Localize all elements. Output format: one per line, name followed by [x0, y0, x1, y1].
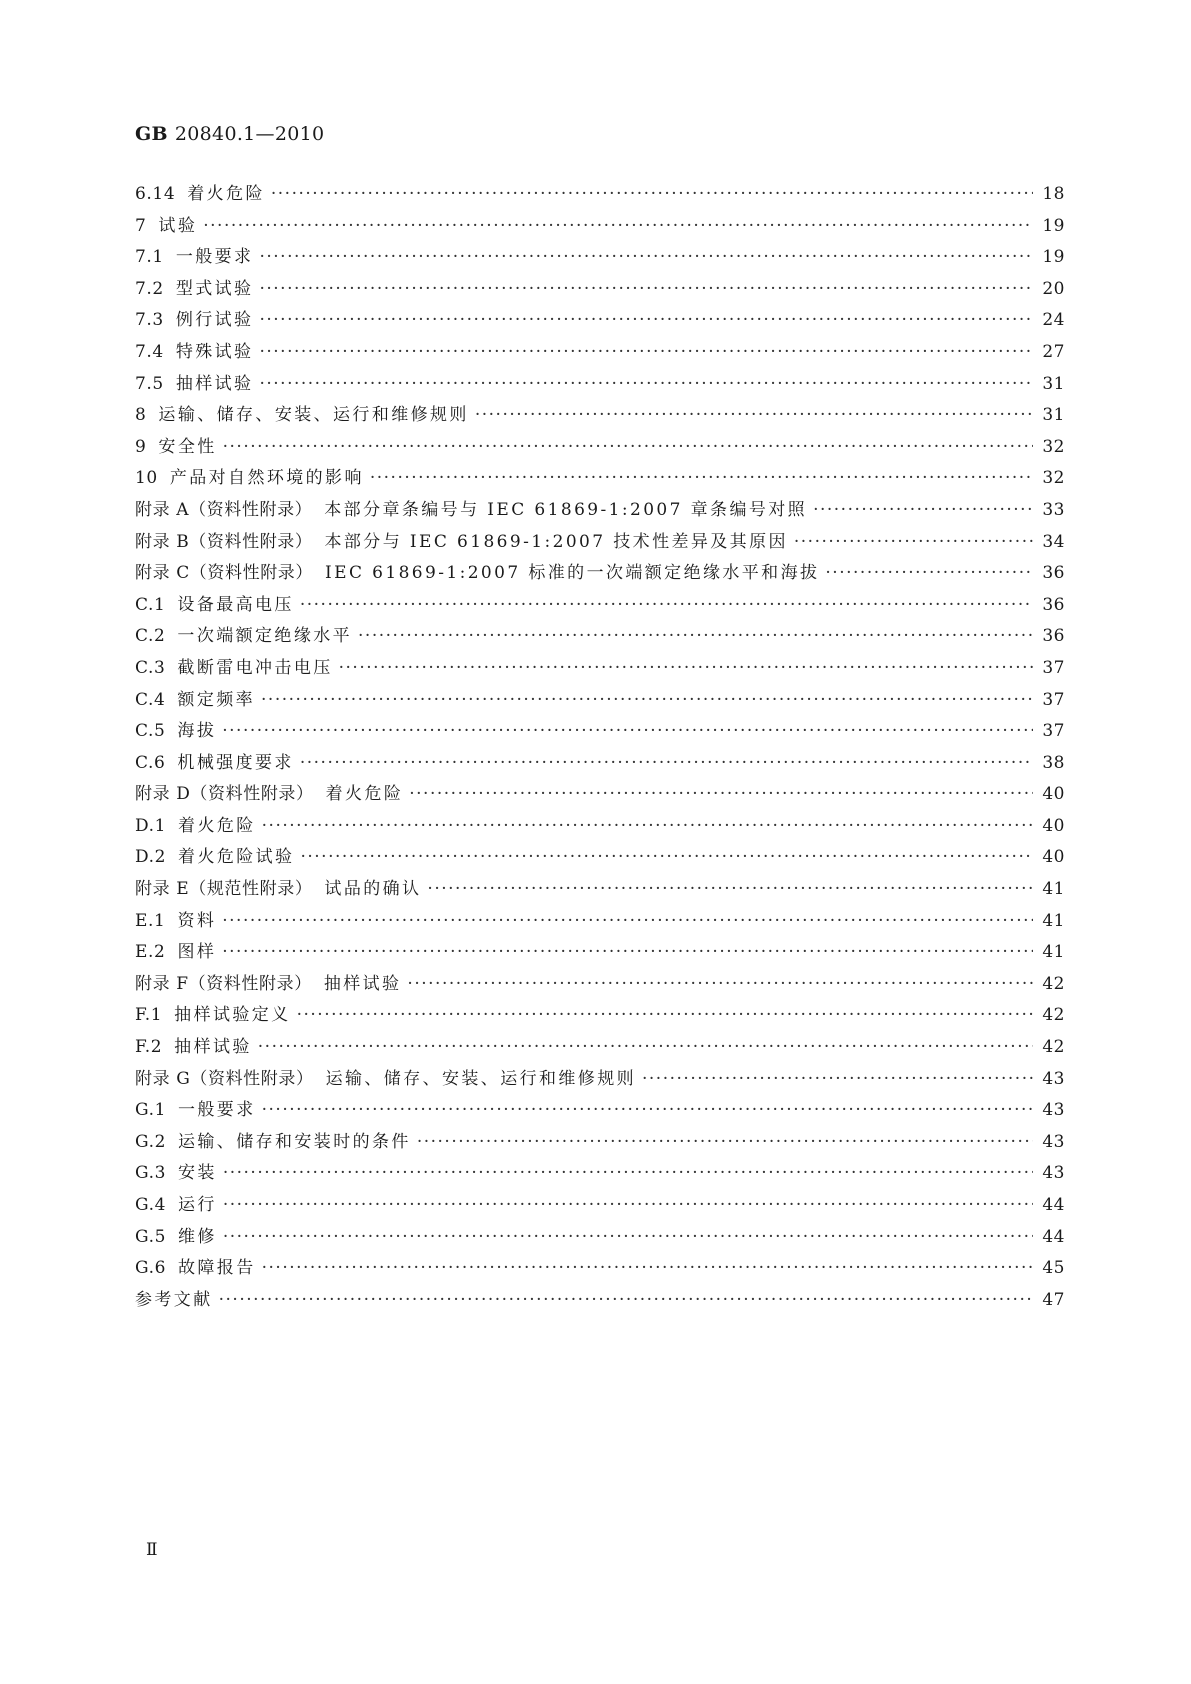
toc-entry-number: 7.5 [135, 373, 164, 394]
toc-entry-title: 抽样试验 [174, 1037, 252, 1058]
toc-entry-page: 24 [1042, 310, 1065, 331]
toc-leader-dots [642, 1064, 1033, 1096]
toc-entry[interactable] [135, 937, 1065, 969]
toc-entry-page: 36 [1042, 594, 1065, 615]
toc-entry-number: G.6 [135, 1258, 166, 1279]
toc-leader-dots [262, 811, 1033, 843]
toc-entry-number: G.1 [135, 1100, 166, 1121]
toc-entry-page: 27 [1042, 341, 1065, 362]
toc-entry-title: 截断雷电冲击电压 [177, 657, 333, 678]
toc-entry-number: C.3 [135, 657, 166, 678]
toc-leader-dots [813, 495, 1033, 527]
toc-entry-number: 附录 D（资料性附录） [135, 784, 314, 805]
toc-leader-dots [262, 1253, 1033, 1285]
toc-leader-dots [203, 211, 1033, 243]
toc-entry-page: 41 [1042, 879, 1065, 900]
toc-entry-page: 37 [1042, 689, 1065, 710]
toc-entry[interactable] [135, 211, 1065, 243]
toc-entry[interactable] [135, 590, 1065, 622]
toc-entry-title: 抽样试验 [175, 373, 254, 394]
toc-entry[interactable] [135, 305, 1065, 337]
toc-entry[interactable] [135, 432, 1065, 464]
toc-leader-dots [300, 590, 1033, 622]
toc-leader-dots [427, 874, 1033, 906]
toc-entry-number: 7 [135, 215, 147, 236]
toc-entry-number: E.1 [135, 910, 166, 931]
toc-entry-page: 42 [1042, 1005, 1065, 1026]
toc-entry[interactable] [135, 653, 1065, 685]
toc-entry[interactable] [135, 685, 1065, 717]
toc-leader-dots [409, 779, 1033, 811]
toc-entry-page: 19 [1042, 215, 1065, 236]
toc-entry-number: 9 [135, 436, 147, 457]
toc-entry-number: 7.4 [135, 341, 164, 362]
toc-entry-title: 试验 [158, 215, 198, 236]
toc-entry-number: C.6 [135, 752, 166, 773]
toc-entry-title: 故障报告 [178, 1258, 256, 1279]
toc-entry-page: 47 [1042, 1289, 1065, 1310]
toc-entry-number: D.1 [135, 815, 167, 836]
toc-entry[interactable] [135, 779, 1065, 811]
toc-entry-page: 34 [1042, 531, 1065, 552]
toc-entry-number: 7.2 [135, 278, 164, 299]
toc-entry-page: 44 [1042, 1195, 1065, 1215]
toc-leader-dots [259, 305, 1033, 337]
toc-entry[interactable] [135, 621, 1065, 653]
toc-entry-page: 32 [1042, 468, 1065, 489]
toc-leader-dots [259, 274, 1033, 306]
toc-entry-number: 7.1 [135, 247, 164, 268]
toc-entry-number: C.1 [135, 594, 166, 615]
toc-entry-page: 41 [1042, 942, 1065, 963]
toc-entry-title: 试品的确认 [324, 879, 422, 900]
toc-entry-page: 40 [1042, 784, 1065, 805]
toc-entry[interactable] [135, 527, 1065, 559]
toc-entry-title: 额定频率 [177, 689, 256, 710]
toc-entry[interactable] [135, 495, 1065, 527]
toc-entry-title: 一次端额定绝缘水平 [177, 626, 353, 647]
toc-entry[interactable] [135, 558, 1065, 590]
toc-entry-page: 19 [1042, 247, 1065, 268]
toc-entry-number: F.1 [135, 1005, 163, 1026]
toc-entry[interactable] [135, 274, 1065, 306]
toc-entry-title: 例行试验 [175, 310, 254, 331]
toc-entry-page: 20 [1042, 278, 1065, 299]
toc-entry[interactable] [135, 1222, 1065, 1254]
toc-entry-title: 着火危险 [178, 815, 256, 836]
toc-entry-page: 43 [1042, 1131, 1065, 1152]
toc-entry-title: 资料 [177, 910, 217, 931]
toc-entry[interactable] [135, 1127, 1065, 1159]
toc-entry[interactable] [135, 242, 1065, 274]
toc-entry-page: 32 [1042, 436, 1065, 457]
toc-entry[interactable] [135, 179, 1065, 211]
toc-entry-page: 41 [1042, 910, 1065, 931]
standard-prefix: GB [135, 123, 168, 145]
toc-entry-number: 附录 C（资料性附录） [135, 563, 314, 584]
toc-entry-page: 38 [1042, 752, 1065, 773]
toc-leader-dots [300, 842, 1033, 874]
toc-leader-dots [223, 1222, 1033, 1254]
toc-entry-title: 型式试验 [175, 278, 254, 299]
toc-entry-page: 36 [1042, 626, 1065, 647]
toc-entry-title: 特殊试验 [175, 341, 254, 362]
toc-entry[interactable] [135, 1095, 1065, 1127]
toc-entry-page: 43 [1042, 1163, 1065, 1184]
toc-leader-dots [261, 685, 1033, 717]
toc-leader-dots [259, 369, 1033, 401]
page-number: Ⅱ [146, 1540, 159, 1560]
toc-entry-number: 10 [135, 468, 158, 489]
toc-entry-page: 31 [1042, 405, 1065, 426]
toc-entry-title: 维修 [178, 1226, 217, 1247]
toc-leader-dots [262, 1095, 1033, 1127]
toc-leader-dots [825, 558, 1033, 590]
toc-entry-page: 40 [1042, 815, 1065, 836]
toc-entry-title: 安装 [178, 1163, 217, 1184]
toc-entry-number: G.5 [135, 1226, 166, 1247]
toc-entry[interactable] [135, 1064, 1065, 1096]
toc-leader-dots [222, 937, 1033, 969]
toc-entry-number: 附录 A（资料性附录） [135, 499, 313, 520]
toc-entry-title: 着火危险 [187, 184, 265, 204]
toc-entry-number: 7.3 [135, 310, 164, 331]
toc-leader-dots [300, 748, 1033, 780]
toc-entry[interactable] [135, 874, 1065, 906]
toc-entry-page: 31 [1042, 373, 1065, 394]
toc-leader-dots [297, 1000, 1033, 1032]
toc-entry-page: 36 [1042, 563, 1065, 584]
toc-entry-number: 附录 E（规范性附录） [135, 879, 313, 900]
toc-entry-number: G.2 [135, 1131, 166, 1152]
toc-entry[interactable] [135, 463, 1065, 495]
toc-entry-page: 37 [1042, 657, 1065, 678]
toc-entry-title: 运输、储存和安装时的条件 [178, 1131, 411, 1152]
toc-entry-title: 着火危险试验 [178, 847, 295, 868]
toc-entry[interactable] [135, 906, 1065, 938]
toc-leader-dots [219, 1285, 1033, 1317]
toc-entry[interactable] [135, 1000, 1065, 1032]
toc-leader-dots [794, 527, 1033, 559]
toc-entry-title: 运行 [178, 1195, 217, 1215]
toc-entry-title: 本部分与 IEC 61869-1:2007 技术性差异及其原因 [324, 531, 788, 552]
document-header [135, 123, 324, 145]
toc-entry-title: 一般要求 [178, 1100, 256, 1121]
toc-entry[interactable] [135, 716, 1065, 748]
toc-entry[interactable] [135, 969, 1065, 1001]
toc-leader-dots [222, 906, 1033, 938]
toc-entry[interactable] [135, 842, 1065, 874]
toc-entry[interactable] [135, 369, 1065, 401]
toc-entry-title: 抽样试验定义 [174, 1005, 291, 1026]
toc-entry-title: 运输、储存、安装、运行和维修规则 [325, 1068, 636, 1089]
toc-entry-page: 45 [1042, 1258, 1065, 1279]
toc-leader-dots [223, 1158, 1033, 1190]
toc-entry[interactable] [135, 400, 1065, 432]
toc-leader-dots [223, 432, 1033, 464]
toc-entry-page: 33 [1042, 499, 1065, 520]
toc-entry[interactable] [135, 337, 1065, 369]
toc-entry-title: 运输、储存、安装、运行和维修规则 [158, 405, 469, 426]
toc-entry-number: 附录 G（资料性附录） [135, 1068, 314, 1089]
toc-entry-title: 产品对自然环境的影响 [169, 468, 364, 489]
toc-entry-page: 18 [1042, 184, 1065, 204]
toc-leader-dots [475, 400, 1033, 432]
toc-leader-dots [358, 621, 1033, 653]
toc-entry-page: 43 [1042, 1100, 1065, 1121]
toc-entry[interactable] [135, 1190, 1065, 1222]
toc-leader-dots [259, 242, 1033, 274]
toc-entry-title: 一般要求 [175, 247, 254, 268]
toc-leader-dots [417, 1127, 1033, 1159]
toc-entry-page: 43 [1042, 1068, 1065, 1089]
toc-entry-title: 安全性 [158, 436, 217, 457]
toc-entry-page: 40 [1042, 847, 1065, 868]
toc-entry-number: C.5 [135, 721, 166, 742]
toc-entry-page: 37 [1042, 721, 1065, 742]
toc-entry[interactable] [135, 1158, 1065, 1190]
toc-leader-dots [339, 653, 1033, 685]
toc-entry-number: 附录 B（资料性附录） [135, 531, 313, 552]
toc-entry-title: 图样 [177, 942, 217, 963]
toc-leader-dots [223, 1190, 1033, 1222]
toc-entry-number: 8 [135, 405, 147, 426]
toc-leader-dots [258, 1032, 1033, 1064]
standard-number: 20840.1—2010 [174, 123, 325, 145]
toc-entry-page: 44 [1042, 1226, 1065, 1247]
toc-leader-dots [222, 716, 1033, 748]
toc-entry-title: 着火危险 [325, 784, 404, 805]
toc-leader-dots [259, 337, 1033, 369]
toc-entry-number: 附录 F（资料性附录） [135, 973, 312, 994]
toc-entry-page: 42 [1042, 1037, 1065, 1058]
toc-entry-number: C.4 [135, 689, 166, 710]
toc-entry-title: 本部分章条编号与 IEC 61869-1:2007 章条编号对照 [324, 499, 808, 520]
toc-leader-dots [271, 179, 1033, 211]
toc-entry-title: 设备最高电压 [177, 594, 294, 615]
toc-entry-number: G.3 [135, 1163, 166, 1184]
toc-entry-number: D.2 [135, 847, 167, 868]
toc-entry[interactable] [135, 748, 1065, 780]
table-of-contents [135, 179, 1065, 1316]
toc-entry-number: C.2 [135, 626, 166, 647]
toc-entry-title: 机械强度要求 [177, 752, 294, 773]
toc-entry-number: G.4 [135, 1195, 166, 1215]
toc-entry-title: 参考文献 [135, 1289, 213, 1310]
toc-entry-number: F.2 [135, 1037, 163, 1058]
toc-entry[interactable] [135, 1285, 1065, 1317]
toc-entry[interactable] [135, 1253, 1065, 1285]
toc-leader-dots [407, 969, 1033, 1001]
toc-entry-title: 海拔 [177, 721, 217, 742]
toc-entry-number: 6.14 [135, 184, 176, 204]
toc-entry-number: E.2 [135, 942, 166, 963]
toc-entry-title: 抽样试验 [323, 973, 402, 994]
toc-entry[interactable] [135, 811, 1065, 843]
toc-entry-page: 42 [1042, 973, 1065, 994]
toc-entry-title: IEC 61869-1:2007 标准的一次端额定绝缘水平和海拔 [325, 563, 820, 584]
toc-entry[interactable] [135, 1032, 1065, 1064]
toc-leader-dots [370, 463, 1033, 495]
